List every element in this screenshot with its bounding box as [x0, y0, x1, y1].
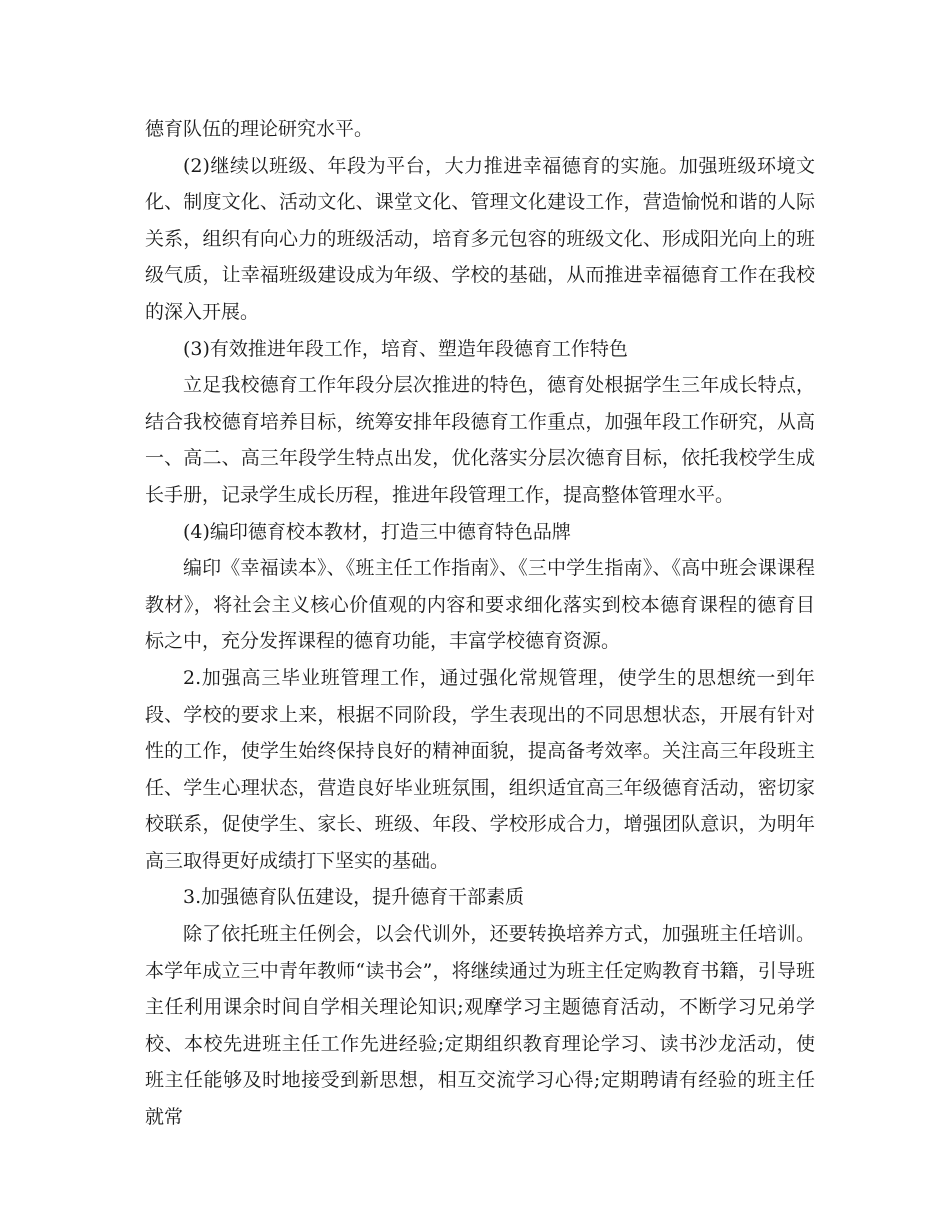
- paragraph: (2)继续以班级、年段为平台，大力推进幸福德育的实施。加强班级环境文化、制度文化、活动文化、课堂文化、管理文化建设工作，营造愉悦和谐的人际关系，组织有向心力的班级活动，培育多元包容的班级文化、形成阳光向上的班级气质，让幸福班级建设成为年级、学校的基础，从而推进幸福德育工作在我校的深入开展。: [145, 154, 815, 323]
- paragraph-heading: (3)有效推进年段工作，培育、塑造年段德育工作特色: [183, 337, 628, 360]
- paragraph: 德育队伍的理论研究水平。: [145, 118, 374, 140]
- paragraph-heading: (4)编印德育校本教材，打造三中德育特色品牌: [183, 520, 571, 543]
- paragraph-heading: 3.加强德育队伍建设，提升德育干部素质: [183, 886, 525, 909]
- paragraph: 除了依托班主任例会，以会代训外，还要转换培养方式，加强班主任培训。本学年成立三中青年教师“读书会”，将继续通过为班主任定购教育书籍，引导班主任利用课余时间自学相关理论知识;观摩学习主题德育活动，不断学习兄弟学校、本校先进班主任工作先进经验;定期组织教育理论学习、读书沙龙活动，使班主任能够及时地接受到新思想，相互交流学习心得;定期聘请有经验的班主任就常: [145, 923, 815, 1129]
- document-body: [145, 111, 815, 1136]
- paragraph: 立足我校德育工作年段分层次推进的特色，德育处根据学生三年成长特点，结合我校德育培养目标，统筹安排年段德育工作重点，加强年段工作研究，从高一、高二、高三年段学生特点出发，优化落实分层次德育目标，依托我校学生成长手册，记录学生成长历程，推进年段管理工作，提高整体管理水平。: [145, 374, 815, 506]
- paragraph: 编印《幸福读本》、《班主任工作指南》、《三中学生指南》、《高中班会课课程教材》，将社会主义核心价值观的内容和要求细化落实到校本德育课程的德育目标之中，充分发挥课程的德育功能，丰富学校德育资源。: [145, 557, 815, 653]
- paragraph: 2.加强高三毕业班管理工作，通过强化常规管理，使学生的思想统一到年段、学校的要求上来，根据不同阶段，学生表现出的不同思想状态，开展有针对性的工作，使学生始终保持良好的精神面貌，提高备考效率。关注高三年段班主任、学生心理状态，营造良好毕业班氛围，组织适宜高三年级德育活动，密切家校联系，促使学生、家长、班级、年段、学校形成合力，增强团队意识，为明年高三取得更好成绩打下坚实的基础。: [145, 666, 815, 872]
